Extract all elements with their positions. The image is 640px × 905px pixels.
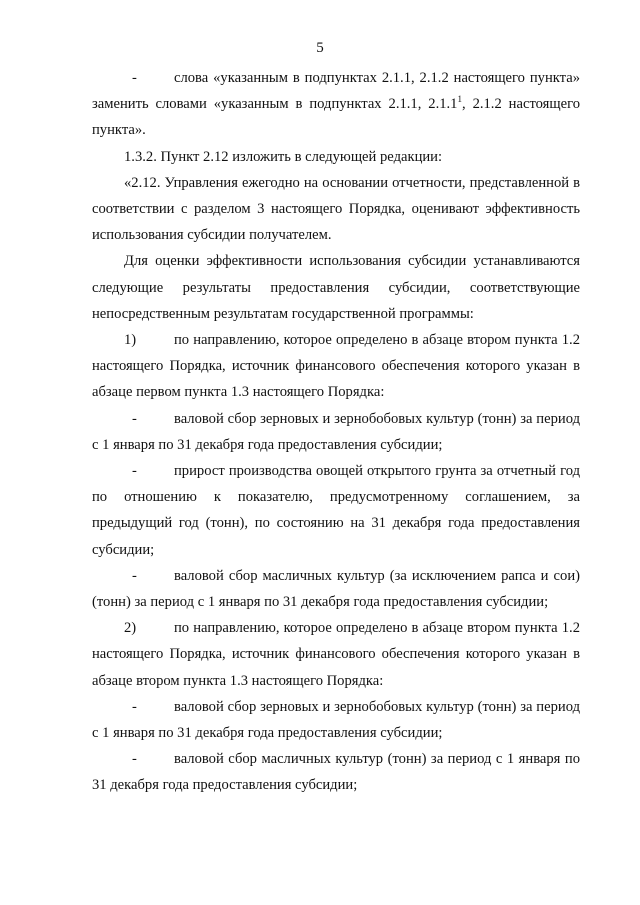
list-dash: - [132,567,137,584]
list-item-text: валовой сбор масличных культур (тонн) за период с 1 января по 31 декабря года предоставления субсидии; [92,751,580,794]
list-number: 2) [124,620,137,637]
paragraph-1-3-2: 1.3.2. Пункт 2.12 изложить в следующей редакции: [124,148,443,165]
list-dash: - [132,751,137,768]
paragraph-amend-wording [92,65,580,144]
list-number: 1) [124,332,137,349]
document-body [92,65,580,799]
paragraph-evaluation-results: Для оценки эффективности использования субсидии устанавливаются следующие результаты предоставления субсидии, соответствующие непосредственным результатам государственной программы: [92,253,580,322]
list-item-grain [92,406,580,458]
list-item-text: валовой сбор зерновых и зернобобовых культур (тонн) за период с 1 января по 31 декабря года предоставления субсидии; [92,410,580,453]
list-dash: - [132,70,137,86]
list-item-text: по направлению, которое определено в абзаце втором пункта 1.2 настоящего Порядка, источник финансового обеспечения которого указан в абзаце первом пункта 1.3 настоящего Порядка: [92,332,580,401]
list-item-text: по направлению, которое определено в абзаце втором пункта 1.2 настоящего Порядка, источник финансового обеспечения которого указан в абзаце втором пункта 1.3 настоящего Порядка: [92,620,580,689]
superscript: 1 [457,94,462,105]
page-number: 5 [316,40,324,56]
list-item-oilseeds [92,563,580,615]
list-item-direction-1 [92,327,580,406]
list-item-text: валовой сбор масличных культур (за исключением рапса и сои) (тонн) за период с 1 января по 31 декабря года предоставления субсидии; [92,567,580,611]
paragraph-text-tail: , 2.1.2 настоящего пункта». [92,96,580,139]
paragraph-2-12: «2.12. Управления ежегодно на основании отчетности, представленной в соответствии с разделом 3 настоящего Порядка, оценивают эффективность использования субсидии получателем. [92,174,580,244]
list-item-vegetables [92,458,580,563]
paragraph-text: слова «указанным в подпунктах 2.1.1, 2.1.2 настоящего пункта» заменить словами «указанным в подпунктах 2.1.1, 2.1.1 [92,70,580,113]
list-dash: - [132,410,137,427]
list-dash: - [132,698,137,715]
list-item-direction-2 [92,615,580,694]
list-item-text: валовой сбор зерновых и зернобобовых культур (тонн) за период с 1 января по 31 декабря года предоставления субсидии; [92,698,580,742]
list-item-oilseeds-2 [92,746,580,798]
list-dash: - [132,463,137,480]
list-item-grain-2 [92,694,580,746]
list-item-text: прирост производства овощей открытого грунта за отчетный год по отношению к показателю, предусмотренному соглашением, за предыдущий год (тонн), по состоянию на 31 декабря года предоставления субсидии; [92,463,580,558]
